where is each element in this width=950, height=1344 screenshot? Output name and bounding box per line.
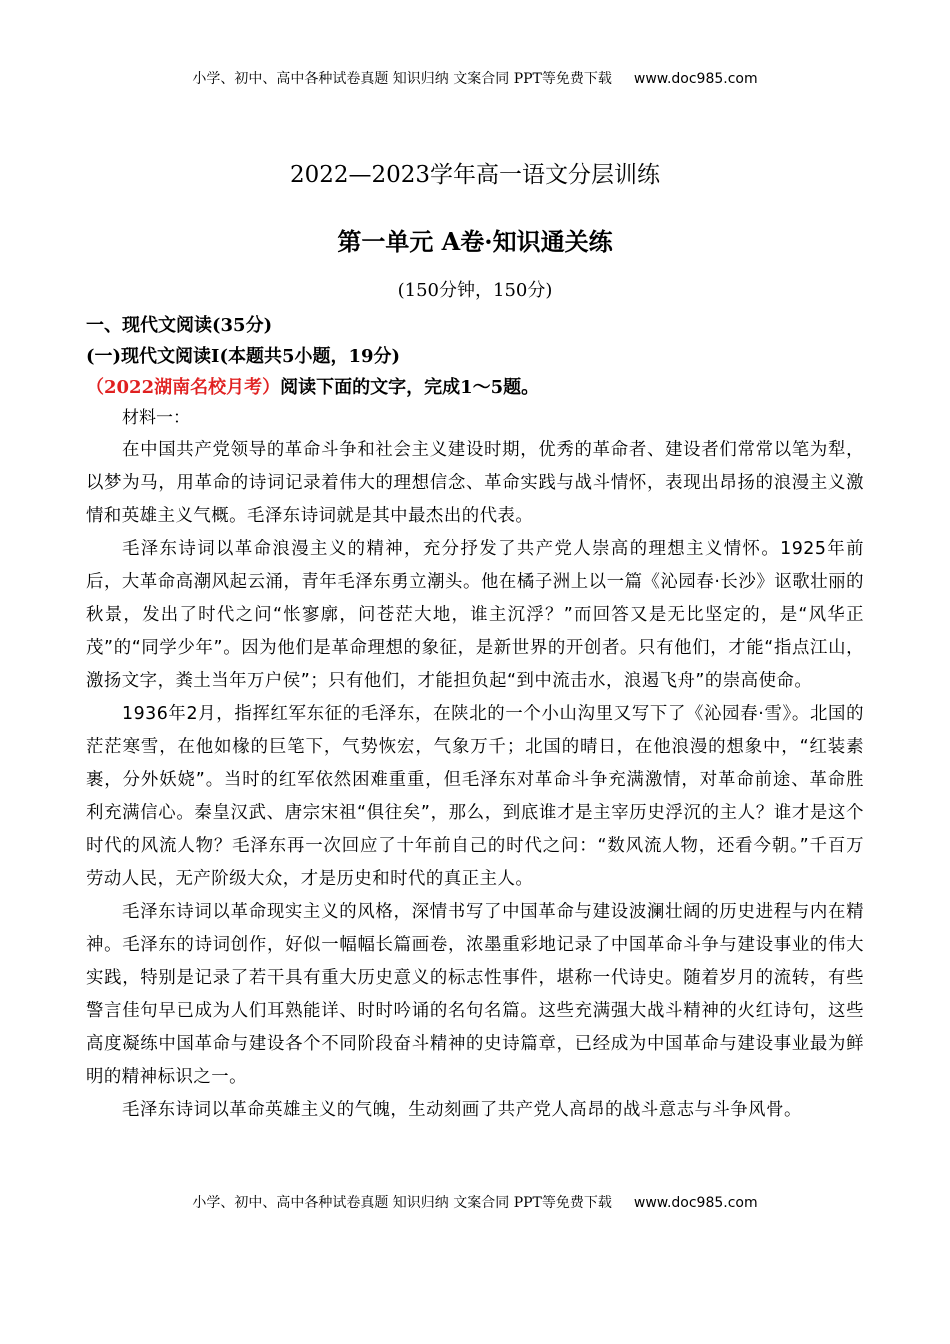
section-heading-reading-1: (一)现代文阅读Ⅰ(本题共5小题，19分): [86, 346, 401, 367]
page-footer: [0, 1192, 950, 1212]
document-subtitle: 第一单元 A卷·知识通关练: [337, 227, 613, 256]
paragraph-4: 毛泽东诗词以革命现实主义的风格，深情书写了中国革命与建设波澜壮阔的历史进程与内在精神。毛泽东的诗词创作，好似一幅幅长篇画卷，浓墨重彩地记录了中国革命斗争与建设事业的伟大实践，特别是记录了若干具有重大历史意义的标志性事件，堪称一代诗史。随着岁月的流转，有些警言佳句早已成为人们耳熟能详、时时吟诵的名句名篇。这些充满强大战斗精神的火红诗句，这些高度凝练中国革命与建设各个不同阶段奋斗精神的史诗篇章，已经成为中国革命与建设事业最为鲜明的精神标识之一。: [86, 902, 864, 1087]
footer-url-link[interactable]: www.doc985.com: [633, 1195, 758, 1211]
page-header: [0, 68, 950, 88]
section-heading-part1: 一、现代文阅读(35分): [86, 315, 273, 336]
instruction-text: 阅读下面的文字，完成1～5题。: [280, 377, 540, 398]
document-body: [86, 310, 864, 1127]
header-text: 小学、初中、高中各种试卷真题 知识归纳 文案合同 PPT等免费下载: [192, 71, 612, 87]
paragraph-1: 在中国共产党领导的革命斗争和社会主义建设时期，优秀的革命者、建设者们常常以笔为犁，以梦为马，用革命的诗词记录着伟大的理想信念、革命实践与战斗情怀，表现出昂扬的浪漫主义激情和英雄主义气概。毛泽东诗词就是其中最杰出的代表。: [86, 440, 864, 526]
paragraph-3: 1936年2月，指挥红军东征的毛泽东，在陕北的一个小山沟里又写下了《沁园春·雪》。北国的茫茫寒雪，在他如椽的巨笔下，气势恢宏，气象万千；北国的晴日，在他浪漫的想象中，“红装素裹，分外妖娆”。当时的红军依然困难重重，但毛泽东对革命斗争充满激情，对革命前途、革命胜利充满信心。秦皇汉武、唐宗宋祖“俱往矣”，那么，到底谁才是主宰历史浮沉的主人？谁才是这个时代的风流人物？毛泽东再一次回应了十年前自己的时代之问：“数风流人物，还看今朝。”千百万劳动人民，无产阶级大众，才是历史和时代的真正主人。: [86, 704, 864, 889]
paragraph-2: 毛泽东诗词以革命浪漫主义的精神，充分抒发了共产党人崇高的理想主义情怀。1925年前后，大革命高潮风起云涌，青年毛泽东勇立潮头。他在橘子洲上以一篇《沁园春·长沙》讴歌壮丽的秋景，发出了时代之问“怅寥廓，问苍茫大地，谁主沉浮？”而回答又是无比坚定的，是“风华正茂”的“同学少年”。因为他们是革命理想的象征，是新世界的开创者。只有他们，才能“指点江山，激扬文字，粪土当年万户侯”；只有他们，才能担负起“到中流击水，浪遏飞舟”的崇高使命。: [86, 539, 864, 691]
question-source: （2022湖南名校月考）: [86, 377, 281, 398]
material-label: 材料一：: [122, 408, 190, 428]
document-title: 2022—2023学年高一语文分层训练: [289, 162, 661, 188]
footer-text: 小学、初中、高中各种试卷真题 知识归纳 文案合同 PPT等免费下载: [192, 1195, 612, 1211]
header-url-link[interactable]: www.doc985.com: [633, 71, 758, 87]
paragraph-5: 毛泽东诗词以革命英雄主义的气魄，生动刻画了共产党人高昂的战斗意志与斗争风骨。: [122, 1100, 802, 1120]
question-instruction: [86, 372, 864, 403]
exam-time-score: (150分钟，150分): [397, 280, 553, 301]
